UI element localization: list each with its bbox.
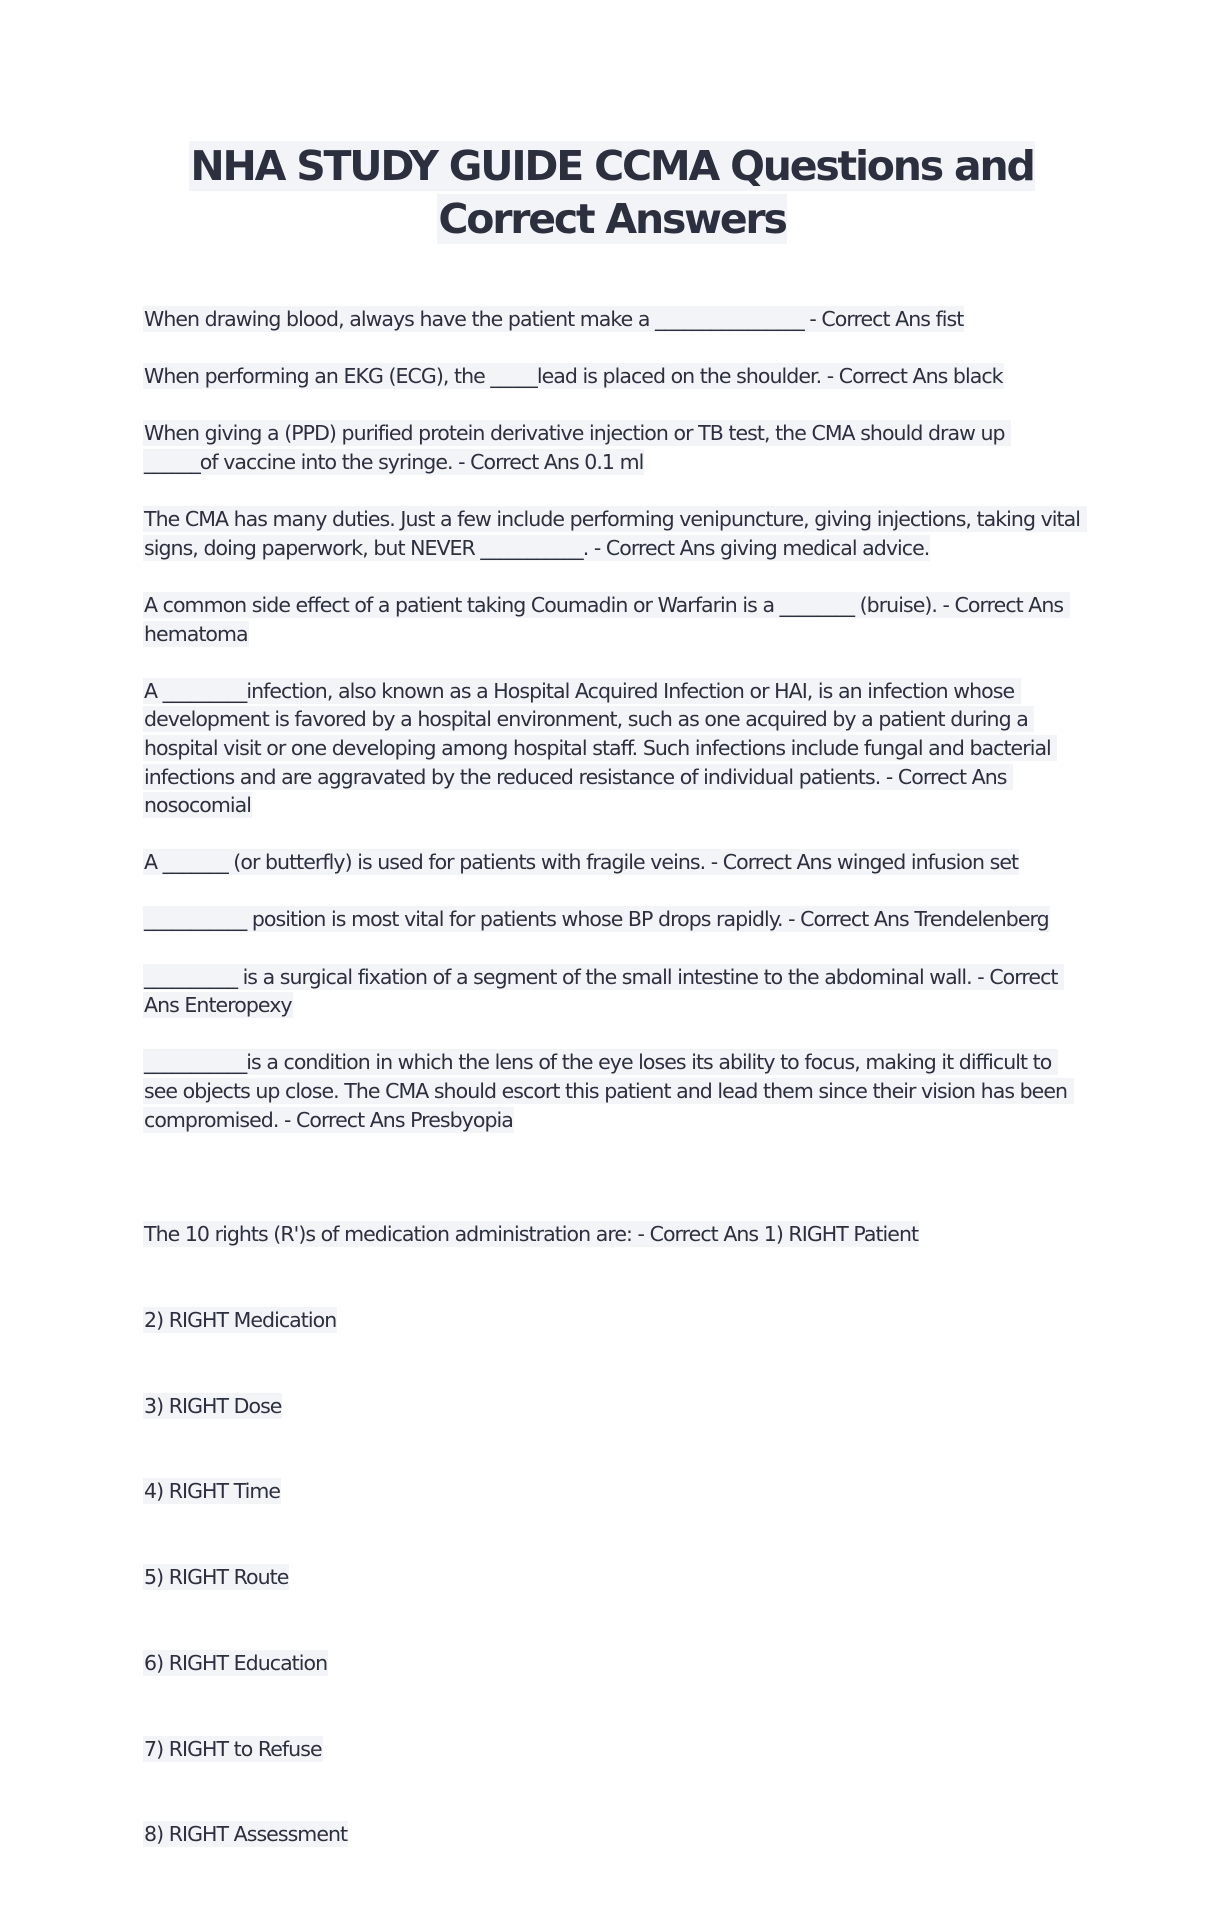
rights-item xyxy=(143,1820,1081,1849)
qa-item xyxy=(143,905,1081,934)
qa-text: When giving a (PPD) purified protein derivative injection or TB test, the CMA should draw up ______of vaccine into the syringe. - Correct Ans 0.1 ml xyxy=(144,421,1011,474)
rights-item-text: 2) RIGHT Medication xyxy=(144,1307,337,1332)
qa-item xyxy=(143,677,1081,820)
rights-item xyxy=(143,1477,1081,1506)
rights-item xyxy=(143,1649,1081,1678)
document-body xyxy=(143,305,1086,1906)
qa-item xyxy=(143,362,1081,391)
rights-item-text: 4) RIGHT Time xyxy=(144,1479,281,1504)
qa-item xyxy=(143,591,1081,648)
qa-text: A _________infection, also known as a Hospital Acquired Infection or HAI, is an infection whose development is favored by a hospital environment, such as one acquired by a patient during a hospital visit or one developing among hospital staff. Such infections include fungal and bacterial infections and are aggravated by the reduced resistance of individual patients. - Correct Ans nosocomial xyxy=(144,678,1057,818)
qa-text: ___________ position is most vital for patients whose BP drops rapidly. - Correct Ans Trendelenberg xyxy=(144,907,1049,932)
rights-item xyxy=(143,1735,1081,1764)
page-title xyxy=(143,140,1081,246)
qa-text: When performing an EKG (ECG), the _____lead is placed on the shoulder. - Correct Ans black xyxy=(144,364,1003,389)
rights-intro xyxy=(143,1220,1081,1249)
rights-item-text: 3) RIGHT Dose xyxy=(144,1393,282,1418)
qa-item xyxy=(143,1048,1081,1134)
qa-item xyxy=(143,848,1081,877)
qa-text: ___________is a condition in which the lens of the eye loses its ability to focus, making it difficult to see objects up close. The CMA should escort this patient and lead them since their vision has been compromised. - Correct Ans Presbyopia xyxy=(144,1050,1073,1132)
qa-text: A common side effect of a patient taking Coumadin or Warfarin is a ________ (bruise). - Correct Ans hematoma xyxy=(144,592,1069,646)
qa-item xyxy=(143,963,1081,1020)
rights-item-text: 7) RIGHT to Refuse xyxy=(144,1736,322,1761)
rights-item xyxy=(143,1306,1081,1335)
qa-text: When drawing blood, always have the patient make a ________________ - Correct Ans fist xyxy=(144,307,964,331)
rights-item-text: 8) RIGHT Assessment xyxy=(144,1822,348,1847)
qa-text: __________ is a surgical fixation of a segment of the small intestine to the abdominal wall. - Correct Ans Enteropexy xyxy=(144,964,1064,1018)
qa-text: The CMA has many duties. Just a few include performing venipuncture, giving injections, taking vital signs, doing paperwork, but NEVER ___________. - Correct Ans giving medical advice. xyxy=(144,507,1086,560)
qa-item xyxy=(143,305,1081,334)
rights-list xyxy=(143,1163,1081,1906)
qa-text: A _______ (or butterfly) is used for patients with fragile veins. - Correct Ans winged infusion set xyxy=(144,850,1019,875)
rights-item xyxy=(143,1563,1081,1592)
qa-item xyxy=(143,419,1081,476)
qa-item xyxy=(143,505,1086,562)
rights-item xyxy=(143,1392,1081,1421)
page-title-text: NHA STUDY GUIDE CCMA Questions and Correct Answers xyxy=(190,142,1034,243)
rights-item-text: 5) RIGHT Route xyxy=(144,1565,289,1590)
rights-intro-text: The 10 rights (R')s of medication administration are: - Correct Ans 1) RIGHT Patient xyxy=(144,1222,919,1246)
rights-item-text: 6) RIGHT Education xyxy=(144,1650,328,1675)
